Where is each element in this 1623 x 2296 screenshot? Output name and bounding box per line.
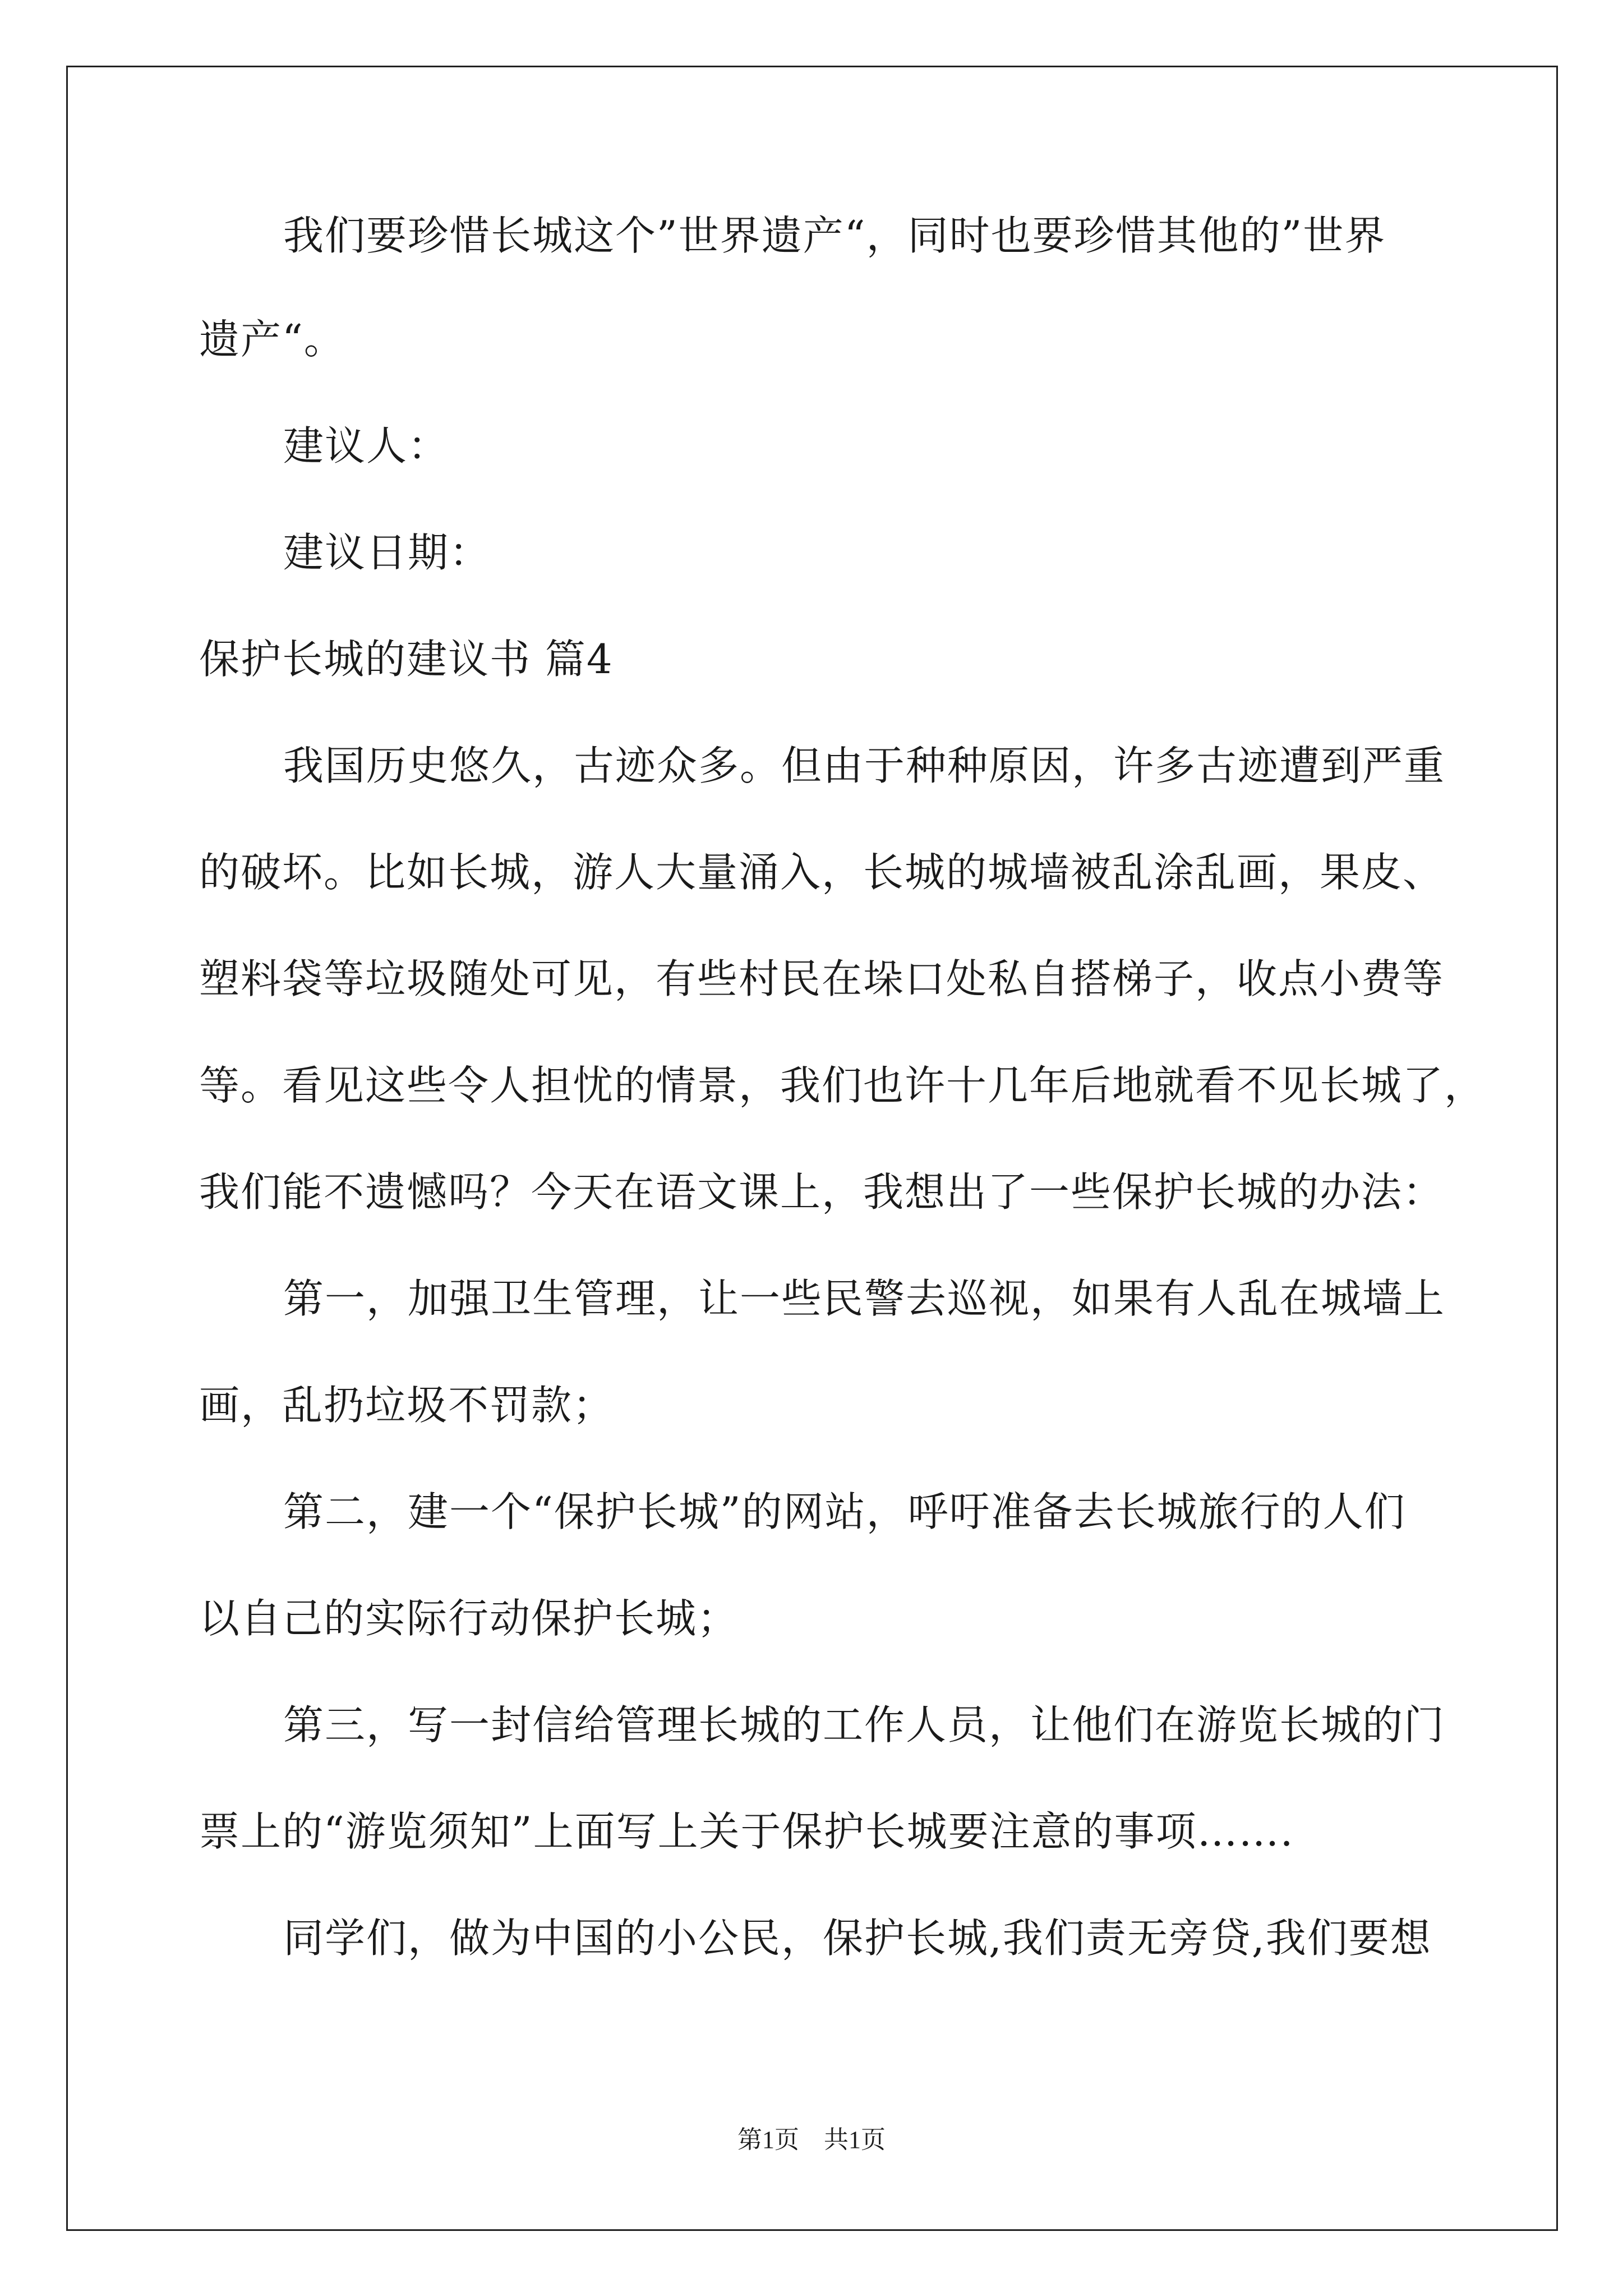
paragraph-line: 遗产“。 [199, 316, 345, 363]
date-label: 建议日期： [283, 529, 491, 576]
paragraph-line: 第一，加强卫生管理，让一些民警去巡视，如果有人乱在城墙上 [283, 1275, 1446, 1322]
page-footer: 第1页 共1页 [737, 2126, 886, 2154]
paragraph-line: 等。看见这些令人担忧的情景，我们也许十几年后地就看不见长城了， [199, 1062, 1486, 1109]
paragraph-line: 第二，建一个“保护长城”的网站，呼吁准备去长城旅行的人们 [283, 1488, 1406, 1535]
paragraph-line: 我国历史悠久，古迹众多。但由于种种原因，许多古迹遭到严重 [283, 742, 1446, 789]
paragraph-line: 我们要珍惜长城这个”世界遗产“，同时也要珍惜其他的”世界 [283, 212, 1386, 259]
paragraph-line: 的破坏。比如长城，游人大量涌入，长城的城墙被乱涂乱画，果皮、 [199, 849, 1445, 896]
paragraph-line: 塑料袋等垃圾随处可见，有些村民在垛口处私自搭梯子，收点小费等 [199, 955, 1445, 1002]
section-heading: 保护长城的建议书 篇4 [199, 636, 614, 683]
paragraph-line: 同学们，做为中国的小公民，保护长城,我们责无旁贷,我们要想 [283, 1915, 1432, 1962]
paragraph-line: 票上的“游览须知”上面写上关于保护长城要注意的事项……. [199, 1808, 1294, 1855]
paragraph-line: 我们能不遗憾吗？今天在语文课上，我想出了一些保护长城的办法： [199, 1168, 1445, 1216]
page-border [66, 66, 1558, 2231]
paragraph-line: 画，乱扔垃圾不罚款； [199, 1382, 615, 1429]
paragraph-line: 以自己的实际行动保护长城； [199, 1595, 739, 1642]
signature-label: 建议人： [283, 422, 450, 470]
paragraph-line: 第三，写一封信给管理长城的工作人员，让他们在游览长城的门 [283, 1701, 1446, 1749]
